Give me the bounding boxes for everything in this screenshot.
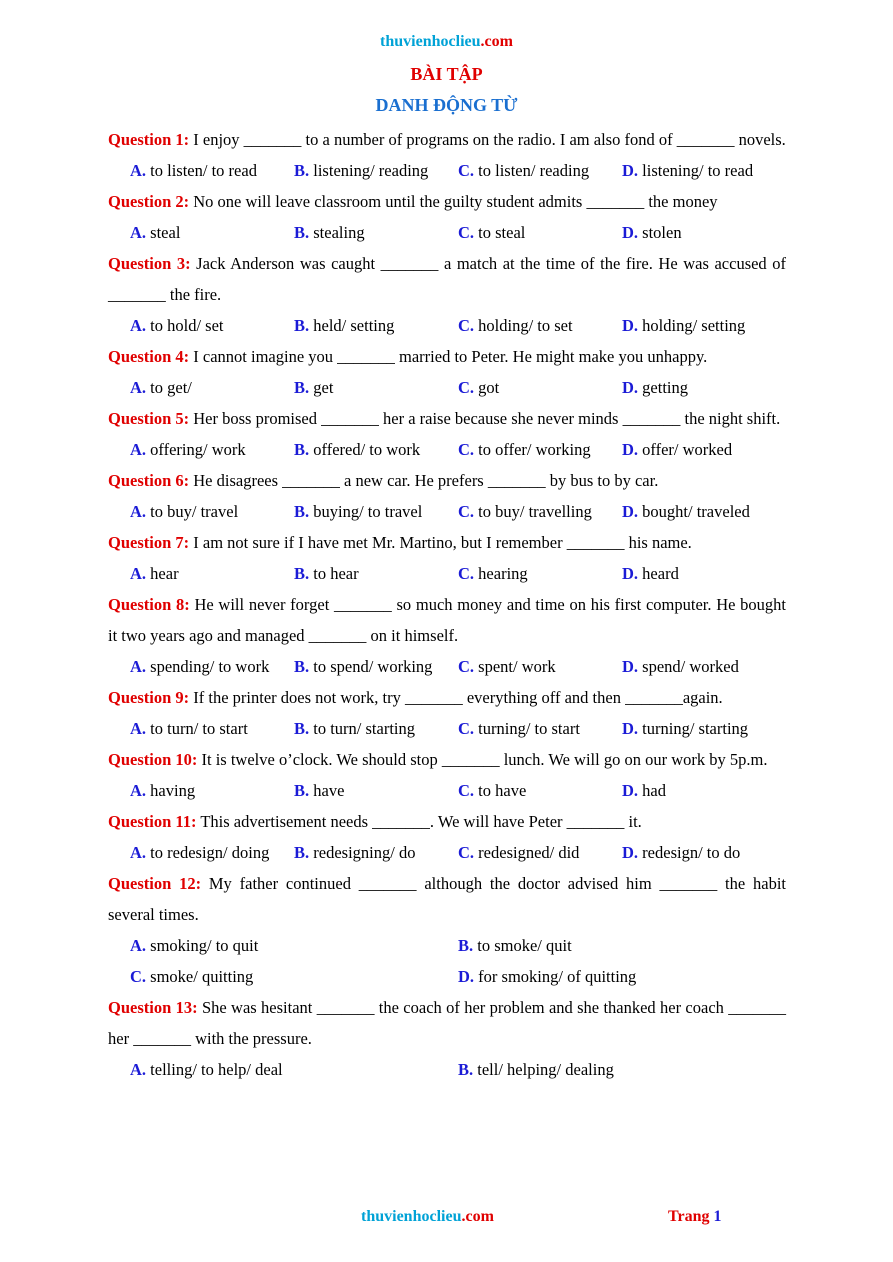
question-text: It is twelve o’clock. We should stop _______ lunch. We will go on our work by 5p.m.: [201, 750, 768, 769]
option-letter: B.: [294, 440, 310, 459]
answer-option: [458, 434, 622, 465]
option-text: to have: [478, 781, 527, 800]
answer-options: [108, 310, 786, 341]
question: [108, 186, 786, 217]
option-letter: A.: [130, 440, 147, 459]
answer-option: [130, 310, 294, 341]
option-text: to offer/ working: [478, 440, 591, 459]
answer-option: [622, 651, 786, 682]
option-text: stealing: [313, 223, 365, 242]
page-number: [668, 1208, 721, 1226]
page-title: BÀI TẬP: [410, 64, 483, 84]
option-letter: C.: [458, 843, 475, 862]
option-letter: B.: [294, 502, 310, 521]
option-letter: D.: [622, 781, 639, 800]
question: [108, 806, 786, 837]
question-label: Question 4:: [108, 347, 190, 366]
option-letter: C.: [458, 223, 475, 242]
answer-option: [294, 775, 458, 806]
answer-option: [294, 372, 458, 403]
option-text: to redesign/ doing: [150, 843, 270, 862]
site-tld: .com: [480, 33, 513, 50]
answer-option: [130, 217, 294, 248]
option-text: turning/ starting: [642, 719, 749, 738]
option-letter: A.: [130, 316, 147, 335]
option-text: have: [313, 781, 345, 800]
option-text: to spend/ working: [313, 657, 433, 676]
answer-option: [458, 558, 622, 589]
option-letter: B.: [294, 223, 310, 242]
answer-option: [130, 372, 294, 403]
answer-option: [294, 434, 458, 465]
page-subtitle: DANH ĐỘNG TỪ: [375, 95, 518, 115]
question-text: I cannot imagine you _______ married to Peter. He might make you unhappy.: [193, 347, 708, 366]
answer-option: [622, 372, 786, 403]
answer-option: [130, 558, 294, 589]
option-text: to buy/ travel: [150, 502, 239, 521]
option-text: for smoking/ of quitting: [478, 967, 637, 986]
answer-option: [130, 930, 458, 961]
option-text: to turn/ to start: [150, 719, 248, 738]
question-text: He will never forget _______ so much money and time on his first computer. He bought it two years ago and managed _______ on it himself.: [108, 595, 787, 645]
option-letter: D.: [622, 843, 639, 862]
question: [108, 744, 786, 775]
answer-option: [622, 434, 786, 465]
answer-option: [294, 217, 458, 248]
answer-option: [622, 310, 786, 341]
answer-options: [108, 837, 786, 868]
question-label: Question 3:: [108, 254, 191, 273]
question-text: No one will leave classroom until the guilty student admits _______ the money: [193, 192, 718, 211]
option-text: spend/ worked: [642, 657, 739, 676]
answer-option: [458, 837, 622, 868]
option-text: redesigned/ did: [478, 843, 580, 862]
option-letter: A.: [130, 781, 147, 800]
option-text: holding/ setting: [642, 316, 746, 335]
answer-options: [108, 961, 786, 992]
option-letter: D.: [622, 564, 639, 583]
option-text: listening/ reading: [313, 161, 429, 180]
answer-option: [294, 837, 458, 868]
answer-option: [458, 1054, 786, 1085]
option-letter: C.: [458, 564, 475, 583]
option-text: got: [478, 378, 500, 397]
answer-option: [130, 1054, 458, 1085]
option-text: telling/ to help/ deal: [150, 1060, 283, 1079]
question-text: She was hesitant _______ the coach of her problem and she thanked her coach _______ her _______ with the pressure.: [108, 998, 786, 1048]
answer-options: [108, 217, 786, 248]
option-text: redesign/ to do: [642, 843, 741, 862]
question: [108, 868, 786, 930]
option-text: to listen/ to read: [150, 161, 257, 180]
option-letter: A.: [130, 223, 147, 242]
page-num: 1: [713, 1208, 722, 1225]
option-text: get: [313, 378, 334, 397]
answer-options: [108, 1054, 786, 1085]
answer-option: [130, 155, 294, 186]
option-letter: A.: [130, 936, 147, 955]
question-label: Question 6:: [108, 471, 190, 490]
option-text: to listen/ reading: [478, 161, 590, 180]
answer-option: [622, 558, 786, 589]
option-text: had: [642, 781, 666, 800]
option-letter: C.: [458, 378, 475, 397]
answer-option: [294, 558, 458, 589]
question: [108, 403, 786, 434]
option-text: to smoke/ quit: [477, 936, 572, 955]
question: [108, 124, 786, 155]
option-letter: C.: [458, 316, 475, 335]
answer-option: [458, 775, 622, 806]
option-letter: B.: [294, 719, 310, 738]
answer-options: [108, 713, 786, 744]
answer-option: [622, 837, 786, 868]
question: [108, 992, 786, 1054]
answer-options: [108, 155, 786, 186]
option-letter: C.: [458, 440, 475, 459]
question: [108, 682, 786, 713]
option-letter: B.: [294, 161, 310, 180]
answer-options: [108, 434, 786, 465]
question-label: Question 13:: [108, 998, 198, 1017]
option-text: held/ setting: [313, 316, 395, 335]
question: [108, 589, 786, 651]
question: [108, 248, 786, 310]
option-text: to buy/ travelling: [478, 502, 592, 521]
option-text: holding/ to set: [478, 316, 573, 335]
answer-option: [130, 837, 294, 868]
option-text: turning/ to start: [478, 719, 580, 738]
option-text: steal: [150, 223, 181, 242]
option-text: smoking/ to quit: [150, 936, 259, 955]
question-label: Question 1:: [108, 130, 190, 149]
answer-option: [458, 217, 622, 248]
question-text: If the printer does not work, try _______ everything off and then _______again.: [193, 688, 723, 707]
option-letter: D.: [622, 502, 639, 521]
answer-option: [458, 961, 786, 992]
answer-options: [108, 372, 786, 403]
option-letter: A.: [130, 161, 147, 180]
option-letter: B.: [458, 1060, 474, 1079]
answer-option: [622, 496, 786, 527]
option-letter: C.: [458, 781, 475, 800]
question-text: Jack Anderson was caught _______ a match at the time of the fire. He was accused of _______ the fire.: [108, 254, 786, 304]
option-text: offered/ to work: [313, 440, 421, 459]
answer-option: [130, 434, 294, 465]
option-text: to hold/ set: [150, 316, 224, 335]
site-header: [0, 33, 893, 51]
question: [108, 341, 786, 372]
option-text: hear: [150, 564, 179, 583]
question-label: Question 7:: [108, 533, 190, 552]
answer-option: [458, 930, 786, 961]
option-letter: B.: [294, 316, 310, 335]
option-letter: D.: [622, 161, 639, 180]
option-text: heard: [642, 564, 679, 583]
question-label: Question 12:: [108, 874, 202, 893]
question: [108, 527, 786, 558]
option-letter: C.: [458, 161, 475, 180]
option-letter: B.: [294, 378, 310, 397]
option-letter: A.: [130, 657, 147, 676]
option-letter: B.: [294, 657, 310, 676]
answer-option: [458, 155, 622, 186]
answer-option: [458, 310, 622, 341]
question-label: Question 9:: [108, 688, 190, 707]
option-text: spending/ to work: [150, 657, 270, 676]
question-list: [108, 124, 786, 1085]
option-letter: A.: [130, 719, 147, 738]
answer-option: [130, 775, 294, 806]
site-name: thuvienhoclieu: [380, 33, 481, 50]
option-text: offering/ work: [150, 440, 246, 459]
option-letter: D.: [622, 223, 639, 242]
answer-options: [108, 558, 786, 589]
option-letter: A.: [130, 378, 147, 397]
option-letter: C.: [458, 719, 475, 738]
option-text: spent/ work: [478, 657, 556, 676]
option-text: getting: [642, 378, 688, 397]
option-letter: D.: [622, 316, 639, 335]
option-text: stolen: [642, 223, 682, 242]
option-letter: B.: [294, 781, 310, 800]
option-text: to hear: [313, 564, 359, 583]
question-label: Question 2:: [108, 192, 190, 211]
option-letter: C.: [458, 657, 475, 676]
option-text: hearing: [478, 564, 528, 583]
answer-option: [458, 496, 622, 527]
option-text: to turn/ starting: [313, 719, 416, 738]
option-letter: A.: [130, 1060, 147, 1079]
footer-site-name: thuvienhoclieu: [361, 1208, 462, 1225]
answer-option: [622, 155, 786, 186]
answer-options: [108, 775, 786, 806]
answer-option: [458, 651, 622, 682]
option-text: tell/ helping/ dealing: [477, 1060, 614, 1079]
option-letter: D.: [622, 657, 639, 676]
option-text: buying/ to travel: [313, 502, 423, 521]
option-text: smoke/ quitting: [150, 967, 254, 986]
question-text: I enjoy _______ to a number of programs on the radio. I am also fond of _______ novels.: [193, 130, 786, 149]
question-text: My father continued _______ although the doctor advised him _______ the habit several times.: [108, 874, 787, 924]
answer-option: [622, 217, 786, 248]
option-text: to get/: [150, 378, 192, 397]
question-label: Question 8:: [108, 595, 190, 614]
answer-option: [294, 310, 458, 341]
answer-option: [294, 155, 458, 186]
option-letter: A.: [130, 843, 147, 862]
answer-options: [108, 496, 786, 527]
option-text: to steal: [478, 223, 526, 242]
answer-options: [108, 930, 786, 961]
option-letter: C.: [130, 967, 147, 986]
option-letter: B.: [294, 843, 310, 862]
answer-option: [130, 713, 294, 744]
question: [108, 465, 786, 496]
option-text: redesigning/ do: [313, 843, 416, 862]
answer-option: [130, 651, 294, 682]
option-letter: A.: [130, 564, 147, 583]
answer-option: [294, 651, 458, 682]
page-label: Trang: [668, 1208, 710, 1225]
option-letter: D.: [622, 378, 639, 397]
question-text: I am not sure if I have met Mr. Martino, but I remember _______ his name.: [193, 533, 692, 552]
answer-option: [622, 775, 786, 806]
answer-option: [130, 961, 458, 992]
option-letter: C.: [458, 502, 475, 521]
answer-option: [458, 372, 622, 403]
option-letter: D.: [622, 719, 639, 738]
option-letter: B.: [294, 564, 310, 583]
question-label: Question 5:: [108, 409, 190, 428]
answer-option: [130, 496, 294, 527]
option-letter: D.: [622, 440, 639, 459]
question-text: Her boss promised _______ her a raise because she never minds _______ the night shift.: [193, 409, 781, 428]
option-text: listening/ to read: [642, 161, 754, 180]
answer-option: [294, 713, 458, 744]
option-letter: A.: [130, 502, 147, 521]
option-text: having: [150, 781, 196, 800]
question-label: Question 11:: [108, 812, 197, 831]
option-letter: B.: [458, 936, 474, 955]
option-text: bought/ traveled: [642, 502, 750, 521]
footer-site: [361, 1208, 494, 1226]
question-text: This advertisement needs _______. We will have Peter _______ it.: [200, 812, 642, 831]
answer-option: [622, 713, 786, 744]
option-letter: D.: [458, 967, 475, 986]
answer-options: [108, 651, 786, 682]
question-text: He disagrees _______ a new car. He prefers _______ by bus to by car.: [193, 471, 659, 490]
option-text: offer/ worked: [642, 440, 733, 459]
page-footer: [0, 1208, 893, 1232]
question-label: Question 10:: [108, 750, 198, 769]
answer-option: [458, 713, 622, 744]
footer-site-tld: .com: [461, 1208, 494, 1225]
answer-option: [294, 496, 458, 527]
